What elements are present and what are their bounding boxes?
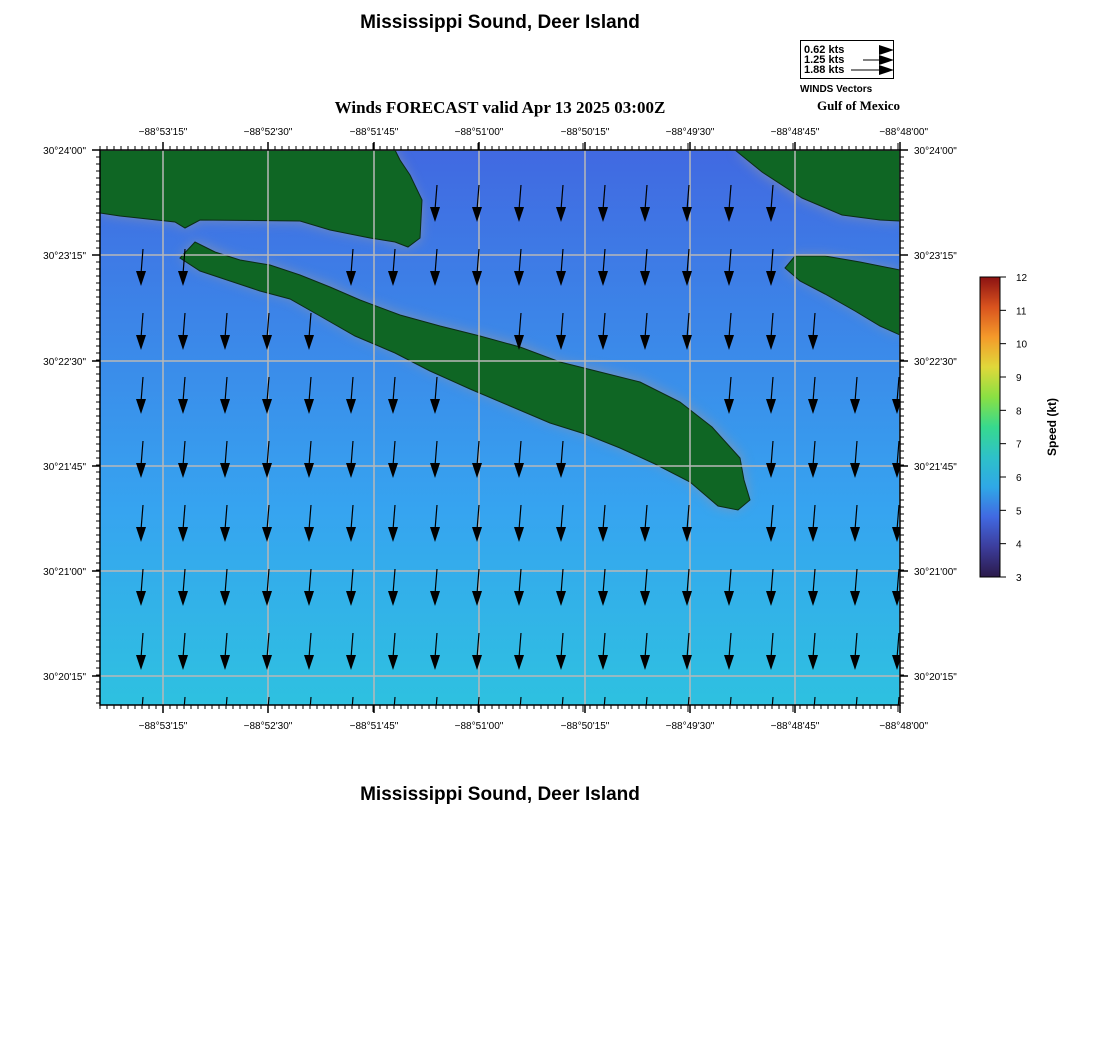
- longitude-tick-label: −88°53'15": [138, 721, 188, 732]
- longitude-tick-label: −88°48'45": [770, 721, 820, 732]
- colorbar-tick-label: 7: [1016, 439, 1022, 451]
- colorbar-tick-label: 11: [1016, 306, 1027, 318]
- latitude-labels-left: [43, 146, 86, 683]
- colorbar-tick-label: 5: [1016, 506, 1022, 518]
- longitude-labels-top: [139, 127, 929, 138]
- latitude-tick-label: 30°20'15": [914, 672, 957, 683]
- latitude-tick-label: 30°22'30": [914, 357, 957, 368]
- legend-entry-label: 1.25 kts: [804, 54, 845, 66]
- longitude-tick-label: −88°50'15": [560, 721, 610, 732]
- latitude-labels-right: [914, 146, 957, 683]
- forecast-subtitle: Winds FORECAST valid Apr 13 2025 03:00Z: [334, 98, 666, 117]
- latitude-tick-label: 30°21'00": [914, 567, 957, 578]
- longitude-tick-label: −88°52'30": [243, 127, 293, 138]
- longitude-tick-label: −88°49'30": [665, 127, 715, 138]
- colorbar-tick-label: 8: [1016, 406, 1022, 418]
- colorbar-tick-label: 4: [1016, 539, 1022, 551]
- latitude-tick-label: 30°24'00": [43, 146, 86, 157]
- legend-entry-label: 0.62 kts: [804, 44, 845, 56]
- latitude-tick-label: 30°24'00": [914, 146, 957, 157]
- footer-title: Mississippi Sound, Deer Island: [360, 784, 640, 805]
- latitude-tick-label: 30°21'00": [43, 567, 86, 578]
- speed-colorbar: [960, 260, 1070, 590]
- colorbar-tick-label: 6: [1016, 473, 1022, 484]
- latitude-tick-label: 30°20'15": [43, 672, 86, 683]
- longitude-tick-label: −88°48'45": [770, 127, 820, 138]
- longitude-tick-label: −88°48'00": [879, 721, 928, 732]
- colorbar-tick-label: 3: [1016, 573, 1022, 584]
- longitude-tick-label: −88°49'30": [665, 721, 715, 732]
- longitude-tick-label: −88°52'30": [243, 721, 293, 732]
- latitude-tick-label: 30°21'45": [914, 462, 957, 473]
- colorbar-tick-label: 12: [1016, 273, 1028, 284]
- longitude-tick-label: −88°51'45": [349, 721, 399, 732]
- latitude-tick-label: 30°22'30": [43, 357, 86, 368]
- map-title: Mississippi Sound, Deer Island: [360, 12, 640, 33]
- longitude-tick-label: −88°51'00": [454, 721, 504, 732]
- colorbar-ticks: [1000, 273, 1028, 584]
- longitude-tick-label: −88°51'00": [454, 127, 504, 138]
- legend-caption: WINDS Vectors: [800, 84, 873, 95]
- longitude-tick-label: −88°48'00": [879, 127, 928, 138]
- longitude-tick-label: −88°51'45": [349, 127, 399, 138]
- colorbar-tick-label: 10: [1016, 339, 1028, 351]
- colorbar-label: Speed (kt): [1045, 397, 1059, 457]
- longitude-labels-bottom: [139, 721, 929, 732]
- latitude-tick-label: 30°21'45": [43, 462, 86, 473]
- water-area: [100, 150, 900, 705]
- colorbar-scale: [980, 277, 1000, 577]
- latitude-tick-label: 30°23'15": [43, 251, 86, 262]
- legend-entry-label: 1.88 kts: [804, 64, 845, 76]
- longitude-tick-label: −88°50'15": [560, 127, 610, 138]
- region-label: Gulf of Mexico: [816, 98, 900, 113]
- latitude-tick-label: 30°23'15": [914, 251, 957, 262]
- longitude-tick-label: −88°53'15": [138, 127, 188, 138]
- colorbar-tick-label: 9: [1016, 373, 1022, 384]
